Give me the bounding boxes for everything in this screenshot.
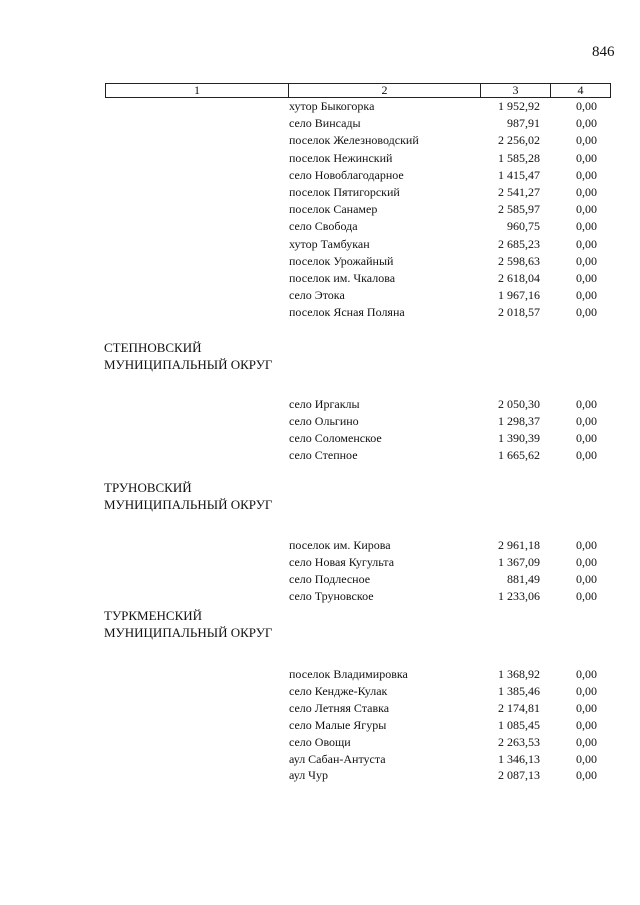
table-row [0, 287, 640, 304]
district-title-line: МУНИЦИПАЛЬНЫЙ ОКРУГ [104, 497, 273, 512]
table-row [0, 767, 640, 784]
district-title-line: МУНИЦИПАЛЬНЫЙ ОКРУГ [104, 625, 273, 640]
settlement-col4: 0,00 [576, 99, 597, 113]
settlement-col4: 0,00 [576, 414, 597, 428]
settlement-col4: 0,00 [576, 271, 597, 285]
settlement-value: 2 256,02 [498, 133, 540, 148]
settlement-col4: 0,00 [576, 768, 597, 783]
settlement-col4: 0,00 [576, 185, 597, 199]
settlement-col4: 0,00 [576, 572, 597, 586]
settlement-value: 2 174,81 [498, 700, 540, 715]
table-row [0, 571, 640, 588]
settlement-col4: 0,00 [576, 305, 597, 320]
settlement-name: село Новоблагодарное [289, 167, 404, 182]
settlement-name: поселок Пятигорский [289, 185, 400, 199]
settlement-name: поселок Железноводский [289, 133, 419, 148]
settlement-value: 1 665,62 [498, 448, 540, 462]
table-header [105, 83, 611, 98]
settlement-name: село Степное [289, 448, 358, 462]
settlement-name: поселок им. Чкалова [289, 271, 396, 285]
settlement-col4: 0,00 [576, 538, 597, 552]
table-row [0, 588, 640, 605]
settlement-name: село Этока [289, 288, 345, 303]
settlement-name: село Летняя Ставка [289, 700, 390, 715]
settlement-value: 2 961,18 [498, 538, 540, 552]
settlement-value: 1 967,16 [498, 288, 540, 303]
table-row [0, 447, 640, 464]
settlement-col4: 0,00 [576, 167, 597, 182]
settlement-value: 2 598,63 [498, 253, 540, 268]
settlement-value: 2 685,23 [498, 236, 540, 251]
settlement-col4: 0,00 [576, 133, 597, 148]
settlement-value: 1 298,37 [498, 414, 540, 428]
settlement-col4: 0,00 [576, 116, 597, 131]
table-row [0, 98, 640, 115]
district-title-line: ТУРКМЕНСКИЙ [104, 608, 203, 623]
settlement-value: 881,49 [507, 572, 540, 586]
district-title [104, 479, 272, 513]
settlement-value: 1 233,06 [498, 589, 540, 603]
table-row [0, 717, 640, 734]
settlement-value: 1 415,47 [498, 167, 540, 182]
table-row [0, 396, 640, 413]
settlement-col4: 0,00 [576, 555, 597, 569]
district-title-line: СТЕПНОВСКИЙ [104, 340, 202, 355]
settlement-name: поселок им. Кирова [289, 538, 391, 552]
settlement-col4: 0,00 [576, 589, 597, 603]
table-row [0, 554, 640, 571]
settlement-name: село Ольгино [289, 414, 359, 428]
table-row [0, 270, 640, 287]
settlement-value: 2 541,27 [498, 185, 540, 199]
settlement-col4: 0,00 [576, 683, 597, 698]
header-col-4: 4 [577, 83, 584, 97]
settlement-name: поселок Нежинский [289, 150, 393, 165]
settlement-col4: 0,00 [576, 150, 597, 165]
settlement-col4: 0,00 [576, 253, 597, 268]
page-number: 846 [592, 44, 615, 60]
settlement-name: поселок Владимировка [289, 667, 408, 681]
district-title-line: МУНИЦИПАЛЬНЫЙ ОКРУГ [104, 357, 273, 372]
table-row [0, 253, 640, 270]
settlement-name: село Труновское [289, 589, 374, 603]
settlement-value: 1 367,09 [498, 555, 540, 569]
settlement-value: 2 618,04 [498, 271, 540, 285]
settlement-col4: 0,00 [576, 202, 597, 217]
settlement-value: 1 385,46 [498, 683, 540, 698]
table-row [0, 132, 640, 149]
settlement-value: 2 087,13 [498, 768, 540, 783]
header-col-3: 3 [481, 84, 551, 97]
table-row [0, 413, 640, 430]
table-row [0, 115, 640, 132]
settlement-name: хутор Быкогорка [289, 99, 375, 113]
table-row [0, 201, 640, 218]
settlement-col4: 0,00 [576, 751, 597, 766]
settlement-name: село Подлесное [289, 572, 371, 586]
settlement-name: село Свобода [289, 219, 358, 234]
settlement-value: 2 050,30 [498, 397, 540, 411]
table-row [0, 236, 640, 253]
settlement-value: 1 085,45 [498, 717, 540, 732]
table-row [0, 150, 640, 167]
settlement-value: 2 263,53 [498, 734, 540, 749]
table-row [0, 700, 640, 717]
settlement-name: село Новая Кугульта [289, 555, 395, 569]
settlement-col4: 0,00 [576, 734, 597, 749]
settlement-col4: 0,00 [576, 219, 597, 234]
settlement-name: аул Чур [289, 768, 328, 783]
settlement-col4: 0,00 [576, 397, 597, 411]
settlement-name: поселок Санамер [289, 202, 378, 217]
settlement-name: аул Сабан-Антуста [289, 751, 386, 766]
settlement-value: 2 018,57 [498, 305, 540, 320]
settlement-value: 1 368,92 [498, 667, 540, 681]
settlement-value: 1 585,28 [498, 150, 540, 165]
settlement-value: 2 585,97 [498, 202, 540, 217]
table-row [0, 537, 640, 554]
table-row [0, 430, 640, 447]
settlement-name: село Соломенское [289, 431, 382, 445]
settlement-value: 960,75 [507, 219, 540, 234]
table-row [0, 304, 640, 321]
settlement-col4: 0,00 [576, 288, 597, 303]
settlement-col4: 0,00 [576, 717, 597, 732]
settlement-name: хутор Тамбукан [289, 236, 370, 251]
header-col-1: 1 [106, 84, 289, 97]
table-row [0, 734, 640, 751]
settlement-name: поселок Ясная Поляна [289, 305, 405, 320]
settlement-value: 1 952,92 [498, 99, 540, 113]
district-title [104, 339, 272, 373]
settlement-col4: 0,00 [576, 236, 597, 251]
settlement-col4: 0,00 [576, 431, 597, 445]
settlement-col4: 0,00 [576, 667, 597, 681]
table-row [0, 184, 640, 201]
table-row [0, 167, 640, 184]
table-row [0, 666, 640, 683]
settlement-name: село Винсады [289, 116, 361, 131]
settlement-value: 1 346,13 [498, 751, 540, 766]
settlement-value: 1 390,39 [498, 431, 540, 445]
header-col-2: 2 [289, 84, 481, 97]
settlement-name: село Овощи [289, 734, 351, 749]
settlement-col4: 0,00 [576, 700, 597, 715]
settlement-name: село Кендже-Кулак [289, 683, 388, 698]
table-row [0, 751, 640, 768]
district-title-line: ТРУНОВСКИЙ [104, 480, 192, 495]
settlement-col4: 0,00 [576, 448, 597, 462]
settlement-name: село Иргаклы [289, 397, 360, 411]
settlement-value: 987,91 [507, 116, 540, 131]
table-row [0, 218, 640, 235]
table-row [0, 683, 640, 700]
settlement-name: поселок Урожайный [289, 253, 394, 268]
settlement-name: село Малые Ягуры [289, 717, 387, 732]
district-title [104, 607, 272, 641]
